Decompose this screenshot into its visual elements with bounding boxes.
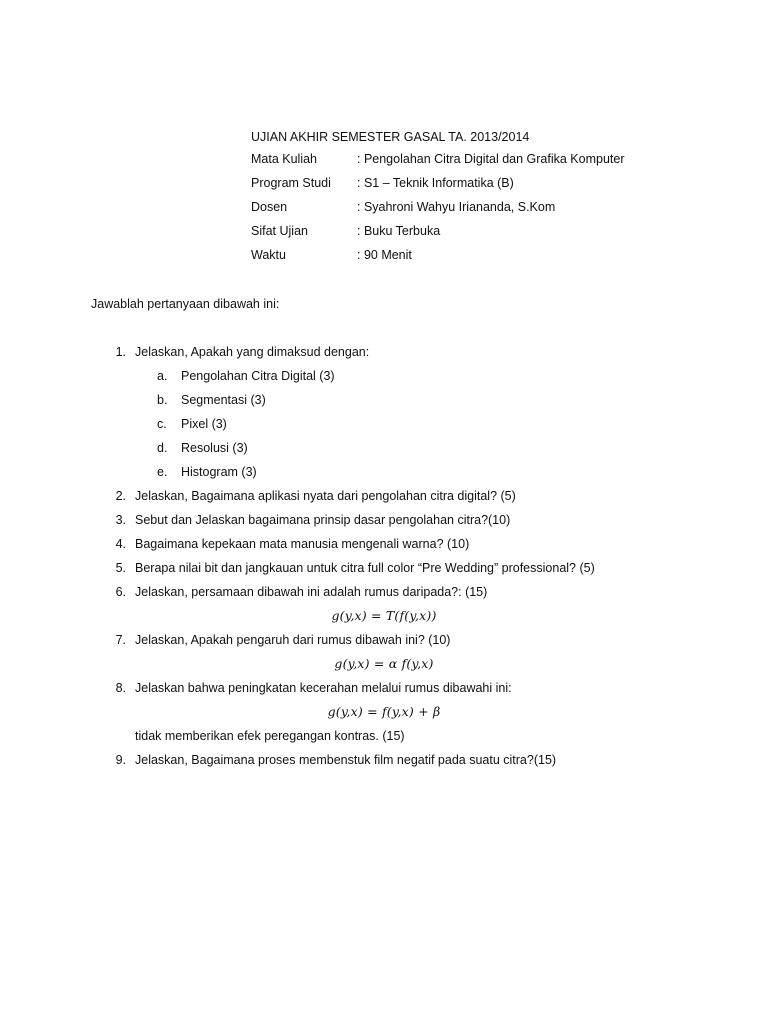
sub-question-item	[0, 436, 768, 460]
sub-question-letter: e.	[157, 465, 168, 479]
header-value: : Syahroni Wahyu Iriananda, S.Kom	[357, 200, 556, 214]
question-item	[0, 628, 768, 652]
sub-question-letter: c.	[157, 417, 167, 431]
sub-question-letter: d.	[157, 441, 168, 455]
instructions: Jawablah pertanyaan dibawah ini:	[91, 297, 280, 311]
header-label: Mata Kuliah	[251, 152, 318, 166]
sub-question-item	[0, 412, 768, 436]
sub-question-letter: a.	[157, 369, 168, 383]
question-number: 4.	[115, 537, 126, 551]
formula: g(y,x) = α f(y,x)	[334, 656, 434, 671]
sub-question-item	[0, 364, 768, 388]
question-item	[0, 748, 768, 772]
question-text: Jelaskan, Apakah yang dimaksud dengan:	[135, 345, 370, 359]
question-text: Jelaskan, persamaan dibawah ini adalah rumus daripada?: (15)	[135, 585, 488, 599]
question-number: 9.	[115, 753, 126, 767]
question-continuation	[0, 724, 768, 748]
question-text: Jelaskan, Bagaimana proses membenstuk film negatif pada suatu citra?(15)	[135, 753, 557, 767]
header-label: Waktu	[251, 248, 286, 262]
header-row-exam-type	[251, 219, 691, 243]
question-item	[0, 556, 768, 580]
formula-line	[0, 700, 768, 724]
question-number: 7.	[115, 633, 126, 647]
header-value: : Pengolahan Citra Digital dan Grafika Komputer	[357, 152, 625, 166]
header-row-duration	[251, 243, 691, 267]
header-label: Dosen	[251, 200, 288, 214]
sub-question-item	[0, 460, 768, 484]
formula: g(y,x) = T(f(y,x))	[331, 608, 437, 623]
header-label: Sifat Ujian	[251, 224, 308, 238]
header-row-course	[251, 147, 691, 171]
question-number: 8.	[115, 681, 126, 695]
question-item	[0, 676, 768, 700]
header-label: Program Studi	[251, 176, 331, 190]
formula-line	[0, 652, 768, 676]
exam-header	[251, 127, 691, 267]
exam-title: UJIAN AKHIR SEMESTER GASAL TA. 2013/2014	[251, 130, 530, 144]
question-item	[0, 580, 768, 604]
sub-question-text: Segmentasi (3)	[181, 393, 266, 407]
question-item	[0, 532, 768, 556]
question-text: Berapa nilai bit dan jangkauan untuk citra full color “Pre Wedding” professional? (5)	[135, 561, 595, 575]
sub-question-text: Pengolahan Citra Digital (3)	[181, 369, 335, 383]
question-number: 1.	[115, 345, 126, 359]
header-row-program	[251, 171, 691, 195]
question-number: 5.	[115, 561, 126, 575]
question-continuation-text: tidak memberikan efek peregangan kontras. (15)	[135, 729, 405, 743]
question-text: Jelaskan, Bagaimana aplikasi nyata dari pengolahan citra digital? (5)	[135, 489, 516, 503]
sub-question-text: Resolusi (3)	[181, 441, 248, 455]
header-row-lecturer	[251, 195, 691, 219]
header-value: : 90 Menit	[357, 248, 412, 262]
sub-question-text: Histogram (3)	[181, 465, 257, 479]
question-list	[0, 340, 768, 772]
formula: g(y,x) = f(y,x) + β	[327, 704, 441, 719]
sub-question-text: Pixel (3)	[181, 417, 227, 431]
header-value: : S1 – Teknik Informatika (B)	[357, 176, 514, 190]
sub-question-letter: b.	[157, 393, 168, 407]
formula-line	[0, 604, 768, 628]
question-text: Jelaskan, Apakah pengaruh dari rumus dibawah ini? (10)	[135, 633, 451, 647]
question-text: Sebut dan Jelaskan bagaimana prinsip dasar pengolahan citra?(10)	[135, 513, 511, 527]
question-item	[0, 340, 768, 364]
sub-question-item	[0, 388, 768, 412]
question-number: 3.	[115, 513, 126, 527]
question-item	[0, 484, 768, 508]
question-text: Jelaskan bahwa peningkatan kecerahan melalui rumus dibawahi ini:	[135, 681, 512, 695]
question-number: 6.	[115, 585, 126, 599]
question-number: 2.	[115, 489, 126, 503]
question-text: Bagaimana kepekaan mata manusia mengenali warna? (10)	[135, 537, 470, 551]
header-value: : Buku Terbuka	[357, 224, 441, 238]
question-item	[0, 508, 768, 532]
